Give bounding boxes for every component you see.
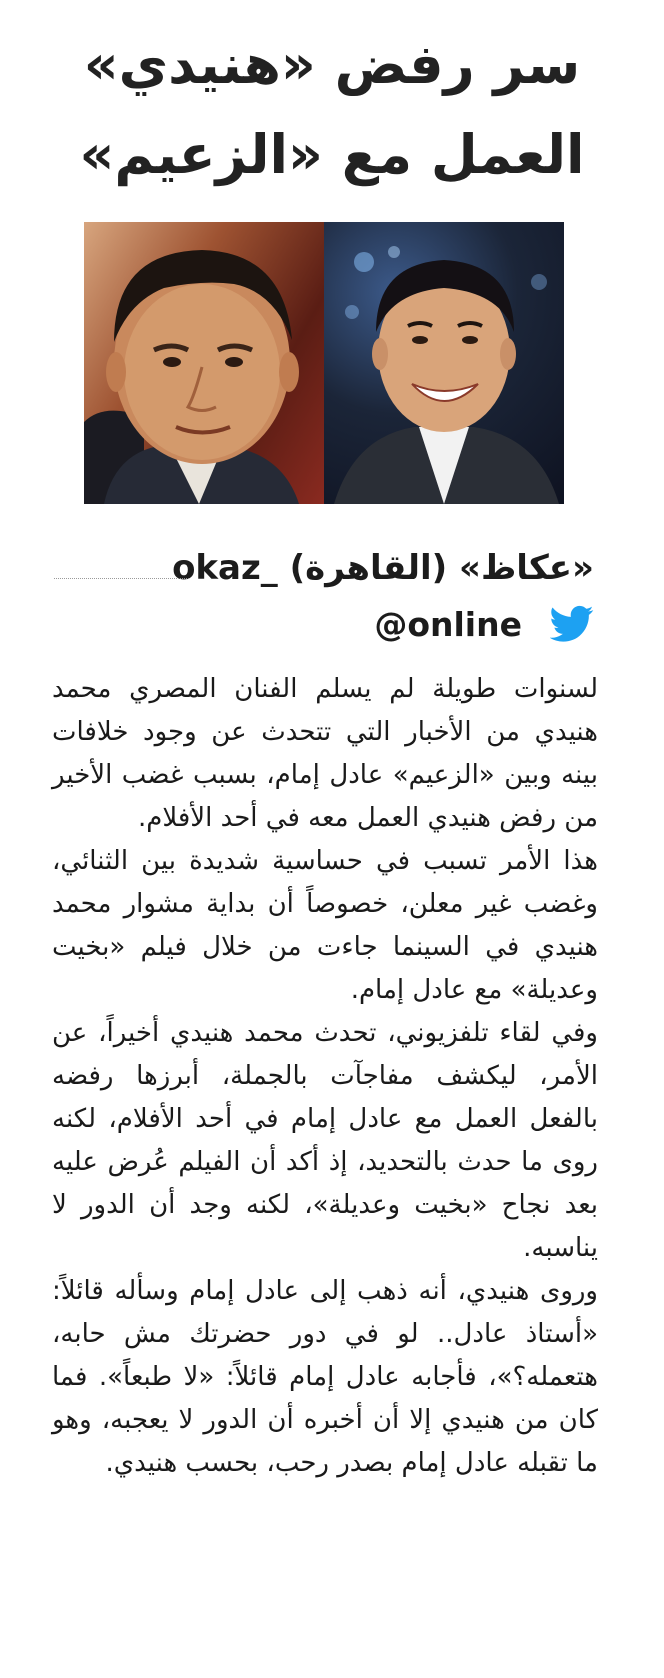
byline-source: «عكاظ» (القاهرة) _okaz — [172, 548, 594, 588]
portrait-smiling-man — [324, 222, 564, 504]
twitter-bird-icon[interactable] — [550, 605, 594, 643]
article-paragraph-2: هذا الأمر تسبب في حساسية شديدة بين الثنائي، وغضب غير معلن، خصوصاً أن بداية مشوار محمد هنيدي في السينما جاءت من خلال فيلم «بخيت وعديلة» مع عادل إمام. — [52, 846, 598, 1005]
article-paragraph-4: وروى هنيدي، أنه ذهب إلى عادل إمام وسأله قائلاً: «أستاذ عادل.. لو في دور حضرتك مش حابه، هتعمله؟»، فأجابه عادل إمام قائلاً: «لا طبعاً». فما كان من هنيدي إلا أن أخبره أن الدور لا يعجبه، وهو ما تقبله عادل إمام بصدر رحب، بحسب هنيدي. — [52, 1276, 598, 1478]
byline-divider — [54, 578, 189, 579]
article-paragraph-3: وفي لقاء تلفزيوني، تحدث محمد هنيدي أخيراً، عن الأمر، ليكشف مفاجآت بالجملة، أبرزها رفضه بالفعل العمل مع عادل إمام في أحد الأفلام، لكنه روى ما حدث بالتحديد، إذ أكد أن الفيلم عُرض عليه بعد نجاح «بخيت وعديلة»، لكنه وجد أن الدور لا يناسبه. — [52, 1018, 598, 1263]
article-body — [52, 668, 598, 1485]
headline-line-1: سر رفض «هنيدي» — [83, 33, 581, 96]
portrait-older-man — [84, 222, 324, 504]
portrait-smiling-man-illustration — [324, 222, 564, 504]
twitter-handle-row — [374, 600, 594, 648]
article-photo — [84, 222, 564, 504]
portrait-older-man-illustration — [84, 222, 324, 504]
headline-line-2: العمل مع «الزعيم» — [79, 123, 585, 186]
article-paragraph-1: لسنوات طويلة لم يسلم الفنان المصري محمد هنيدي من الأخبار التي تتحدث عن وجود خلافات بينه وبين «الزعيم» عادل إمام، بسبب غضب الأخير من رفض هنيدي العمل معه في أحد الأفلام. — [52, 674, 598, 833]
twitter-handle[interactable]: @online — [374, 604, 522, 644]
headline — [40, 20, 624, 200]
